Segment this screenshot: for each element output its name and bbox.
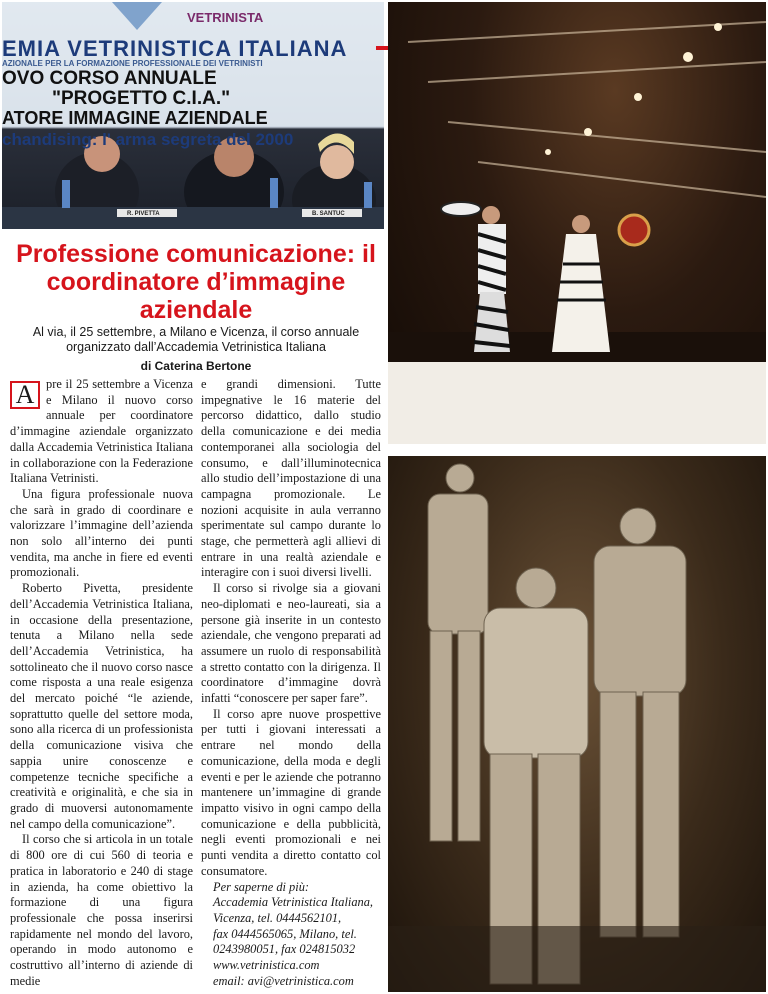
banner-line-2: AZIONALE PER LA FORMAZIONE PROFESSIONALE DEI VETRINISTI <box>2 59 263 68</box>
article-column-right <box>201 377 381 989</box>
banner-logo-text: VETRINISTA <box>187 10 264 25</box>
banner-line-4: "PROGETTO C.I.A." <box>52 88 231 109</box>
article-column-left <box>10 377 193 989</box>
banner-line-5: ATORE IMMAGINE AZIENDALE <box>2 108 268 128</box>
contact-line: 0243980051, fax 024815032 <box>213 942 356 957</box>
mannequins-photo <box>388 456 766 992</box>
mannequins-scene <box>388 456 766 992</box>
runway-model-left <box>441 202 510 352</box>
article-subhead: Al via, il 25 settembre, a Milano e Vicenza, il corso annuale organizzato dall’Accademia Vetrinistica Italiana <box>32 325 360 354</box>
banner-line-1: EMIA VETRINISTICA ITALIANA <box>2 36 348 61</box>
contact-line: Vicenza, tel. 0444562101, <box>213 910 342 925</box>
article-paragraph: Il corso apre nuove prospettive per tutti i giovani interessati a entrare nel mondo della comunicazione, della moda e degli eventi e per le aziende che potranno mantenere un’immagine di grande impatto visivo in ogni campo della comunicazione e della pubblicità, negli eventi promozionali e nei punti vendita a diretto contatto col consumatore. <box>201 706 381 878</box>
article-paragraph: Una figura professionale nuova che sarà in grado di coordinare e valorizzare l’immagine dell’azienda non solo all’interno dei punti vendita, ma anche in fiere ed eventi promozionali. <box>10 486 193 580</box>
contact-email[interactable]: email: avi@vetrinistica.com <box>213 973 354 988</box>
article-paragraph: Il corso si rivolge sia a giovani neo-diplomati e neo-laureati, sia a persone già inserite in un contesto aziendale, che vengono preparati ad assumere un ruolo di responsabilità a stretto contatto con la dirigenza. Il coordinatore d’immagine dovrà infatti “conoscere per saper fare”. <box>201 581 381 706</box>
contact-line: fax 0444565065, Milano, tel. <box>213 926 357 941</box>
runway-scene <box>388 2 766 444</box>
conference-photo <box>2 2 384 229</box>
contact-line: Accademia Vetrinistica Italiana, <box>213 895 374 910</box>
runway-photo <box>388 2 766 444</box>
article-paragraph: e grandi dimensioni. Tutte impegnative le 16 materie del percorso didattico, dallo studio della comunicazione e dei media contemporanei alla sociologia del consumo, e dall’illuminotecnica allo studio dell’impostazione di una campagna promozionale. Le nozioni acquisite in aula verranno sperimentate sul campo durante lo stage, che permetterà agli allievi di entrare in una realtà aziendale e interagire con i suoi diversi livelli. <box>201 377 381 580</box>
nameplate-right: B. SANTUC <box>312 211 345 217</box>
article-byline: di Caterina Bertone <box>140 359 252 373</box>
banner-line-6: chandising: l' arma segreta del 2000 <box>2 130 294 149</box>
contact-website[interactable]: www.vetrinistica.com <box>213 958 320 973</box>
drop-cap: A <box>10 381 40 409</box>
paragraph-text: pre il 25 settembre a Vicenza e Milano il nuovo corso annuale per coordinatore d’immagine aziendale organizzato dalla Accademia Vetrinistica Italiana in collaborazione con la Federazione Italiana Vetrinisti. <box>10 377 193 486</box>
contact-info <box>201 880 381 990</box>
banner-line-3: OVO CORSO ANNUALE <box>2 68 217 89</box>
article-paragraph: Roberto Pivetta, presidente dell’Accademia Vetrinistica Italiana, in occasione della presentazione, tenuta a Milano nella sede dell’Accademia Vetrinistica, ha sottolineato che il nuovo corso nasce come risposta a una reale esigenza del mercato poiché “le aziende, soprattutto quelle del settore moda, sono alla ricerca di un professionista della comunicazione visiva che sappia unire conoscenze e competenze tecniche specifiche a creatività e originalità, e che sia in grado di muoversi autonomamente nel campo della comunicazione”. <box>10 581 193 831</box>
contact-line: Per saperne di più: <box>213 879 310 894</box>
article-headline: Professione comunicazione: il coordinatore d’immagine aziendale <box>16 240 376 324</box>
runway-model-right <box>552 215 649 352</box>
article-paragraph <box>10 377 193 487</box>
nameplate-left: R. PIVETTA <box>127 211 160 217</box>
article-paragraph: Il corso che si articola in un totale di 800 ore di cui 560 di teoria e pratica in laboratorio e 240 di stage in azienda, ha come obiettivo la formazione di una figura professionale che possa inserirsi rapidamente nel mondo del lavoro, operando in modo autonomo e costruttivo all’interno di aziende di medie <box>10 832 193 988</box>
